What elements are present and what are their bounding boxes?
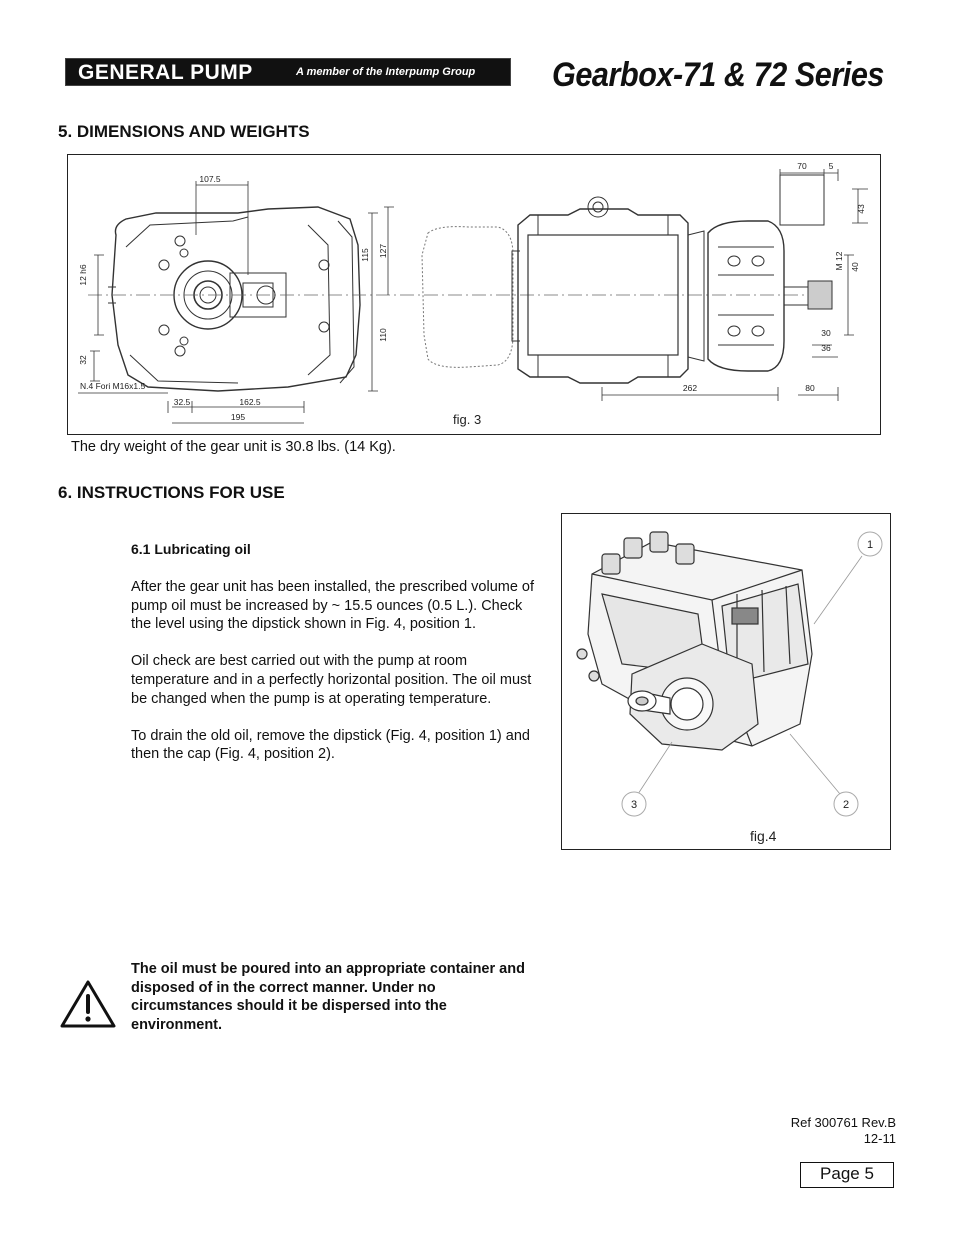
reference-block — [791, 1115, 896, 1147]
dimension-drawing-svg — [68, 155, 880, 434]
dim-holes: N.4 Fori M16x1.5 — [80, 381, 146, 391]
gearbox-illustration-svg — [562, 514, 890, 849]
dim-36: 36 — [821, 343, 831, 353]
subsection-6-1-heading: 6.1 Lubricating oil — [131, 541, 251, 557]
document-title: Gearbox-71 & 72 Series — [552, 56, 885, 94]
dim-5: 5 — [828, 161, 834, 171]
dim-80: 80 — [805, 383, 815, 393]
dim-32: 32 — [78, 355, 88, 365]
dim-32-5: 32.5 — [173, 397, 191, 407]
revision-date: 12-11 — [863, 1131, 896, 1146]
figure-3-caption: fig. 3 — [453, 412, 482, 427]
dim-m12: M 12 — [834, 251, 844, 271]
warning-triangle-icon — [58, 978, 118, 1030]
dim-shaft-tolerance: 12 h6 — [78, 264, 88, 286]
callout-1: 1 — [866, 539, 874, 551]
dim-107-5: 107.5 — [199, 174, 221, 184]
page-number: Page 5 — [800, 1162, 894, 1188]
lubrication-text — [131, 578, 541, 783]
paragraph: Oil check are best carried out with the pump at room temperature and in a perfectly horizontal position. The oil must be changed when the pump is at operating temperature. — [131, 653, 532, 707]
figure-4-caption: fig.4 — [750, 828, 777, 844]
dim-40: 40 — [850, 262, 860, 272]
paragraph: To drain the old oil, remove the dipstick (Fig. 4, position 1) and then the cap (Fig. 4, position 2). — [131, 727, 530, 763]
section-6-heading: 6. INSTRUCTIONS FOR USE — [58, 483, 285, 502]
dim-43: 43 — [856, 204, 866, 214]
callout-3: 3 — [630, 799, 638, 811]
section-5-heading: 5. DIMENSIONS AND WEIGHTS — [58, 122, 310, 141]
brand-tagline: A member of the Interpump Group — [296, 66, 476, 78]
dim-115: 115 — [360, 248, 370, 262]
reference-number: Ref 300761 Rev.B — [790, 1115, 896, 1130]
dim-30: 30 — [821, 328, 831, 338]
dim-110: 110 — [378, 328, 388, 342]
dim-195: 195 — [230, 412, 246, 422]
figure-3-dimension-drawing — [67, 154, 881, 435]
brand-name: GENERAL PUMP — [78, 61, 253, 84]
dim-262: 262 — [682, 383, 698, 393]
paragraph: After the gear unit has been installed, the prescribed volume of pump oil must be increased by ~ 15.5 ounces (0.5 L.). Check the level using the dipstick shown in Fig. 4, position 1. — [131, 579, 535, 633]
warning-text: The oil must be poured into an appropriate container and disposed of in the correct manner. Under no circumstances should it be dispersed into the environment. — [131, 961, 525, 1033]
brand-bar — [65, 58, 511, 86]
dim-70: 70 — [797, 161, 807, 171]
figure-4-gearbox-illustration — [561, 513, 891, 850]
dim-162-5: 162.5 — [239, 397, 261, 407]
callout-2: 2 — [842, 799, 850, 811]
dim-127: 127 — [378, 243, 388, 259]
dry-weight-note: The dry weight of the gear unit is 30.8 lbs. (14 Kg). — [71, 439, 396, 455]
